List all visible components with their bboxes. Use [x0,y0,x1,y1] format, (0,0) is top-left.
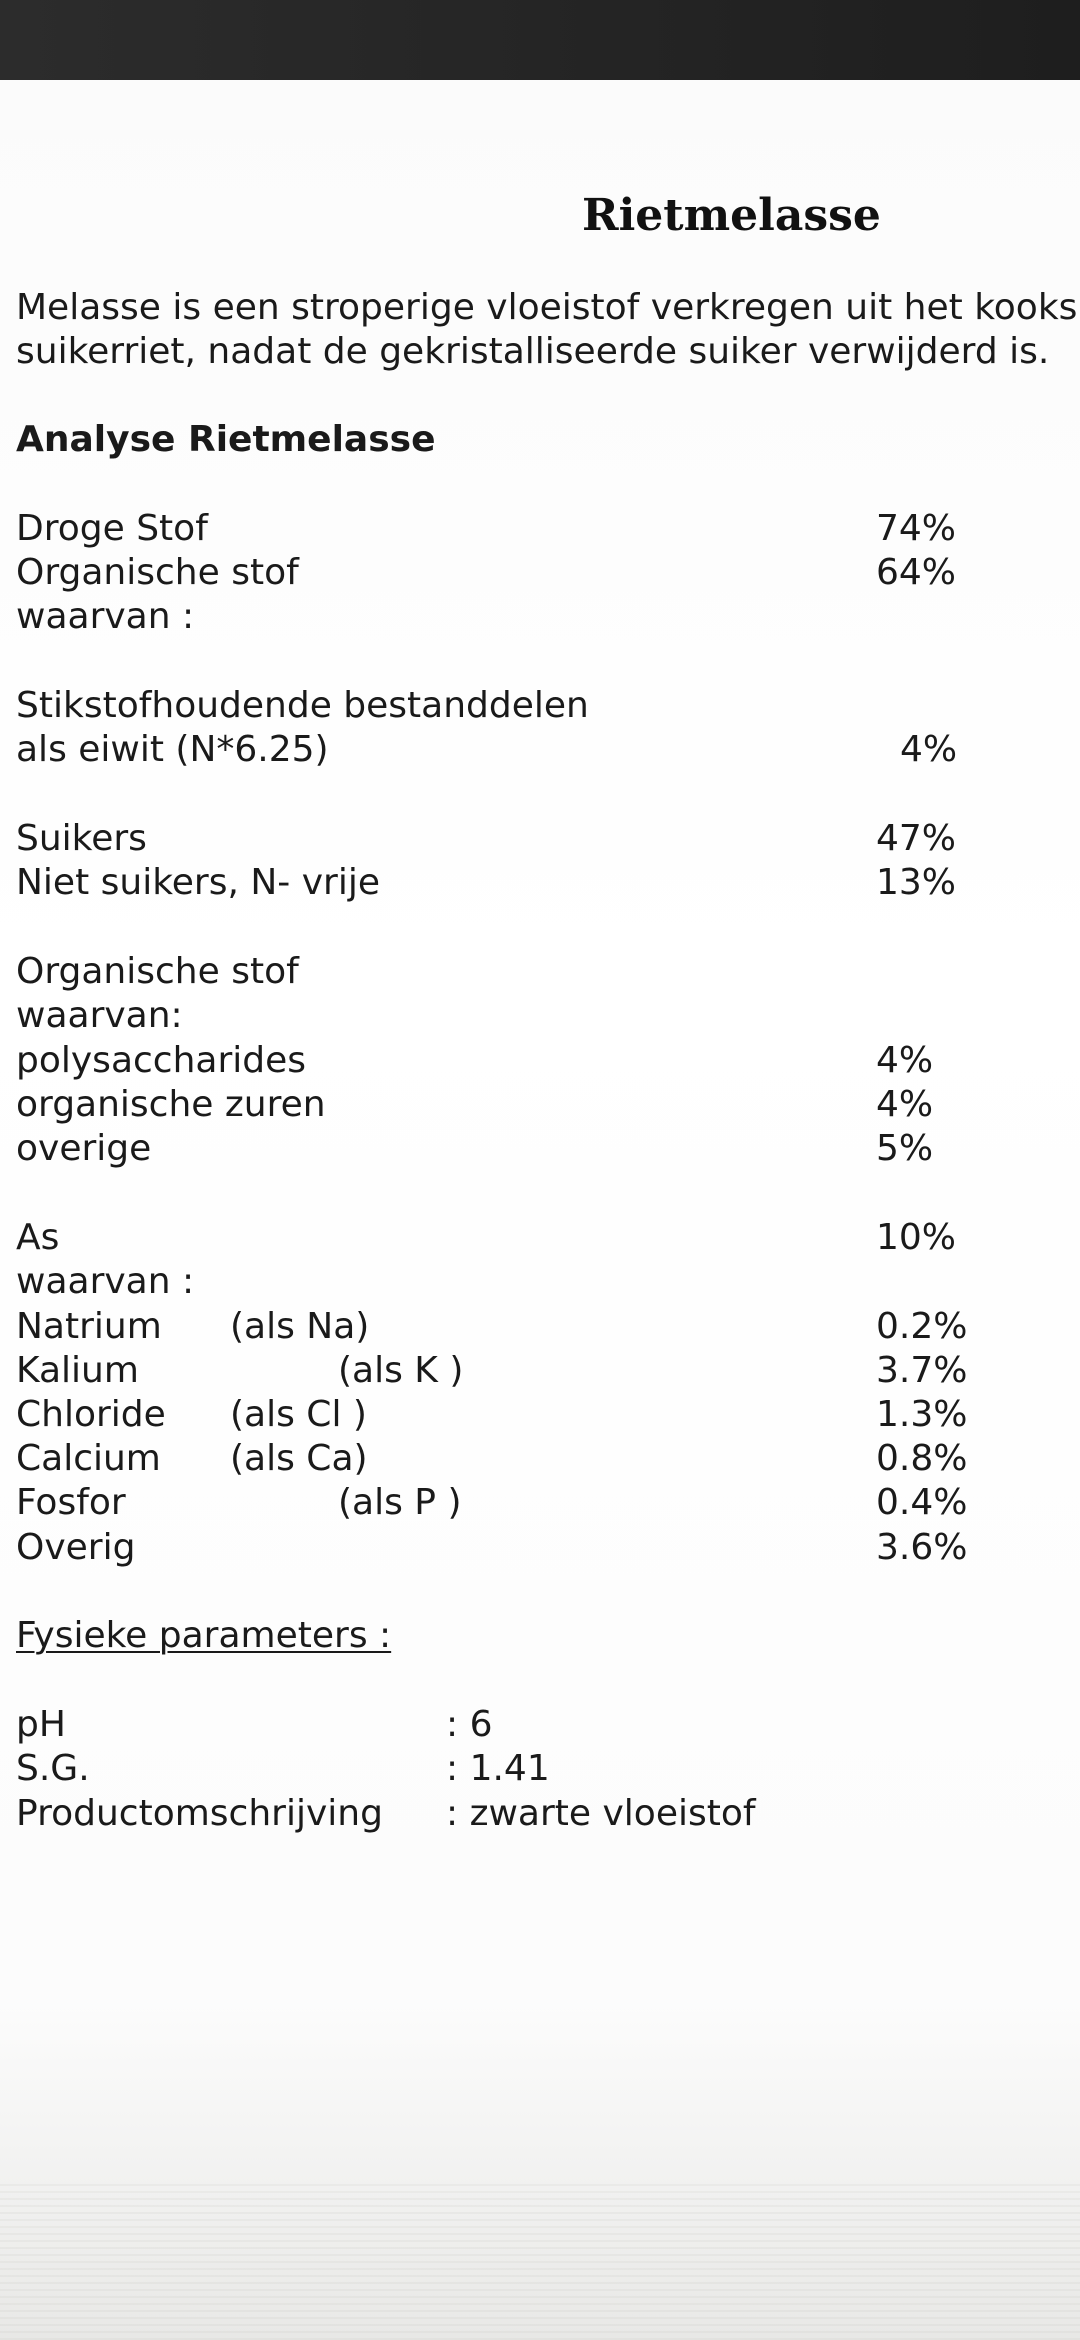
row-note-chloride: (als Cl ) [230,1394,367,1435]
intro-line-1: Melasse is een stroperige vloeistof verkregen uit het kooks [16,287,1078,328]
row-label-organische-stof-2: Organische stof [16,951,299,992]
row-label-chloride: Chloride [16,1394,166,1435]
row-label-fosfor: Fosfor [16,1482,126,1523]
row-value-overige: 5% [876,1128,934,1169]
row-label-waarvan-3: waarvan : [16,1261,195,1302]
row-label-overige: overige [16,1128,152,1169]
top-bar [0,0,1080,80]
row-value-natrium: 0.2% [876,1306,968,1347]
row-label-calcium: Calcium [16,1438,161,1479]
physical-value-product: : zwarte vloeistof [446,1793,756,1834]
row-value-overig: 3.6% [876,1527,968,1568]
row-label-polysaccharides: polysaccharides [16,1040,307,1081]
row-label-suikers: Suikers [16,818,147,859]
row-label-waarvan-2: waarvan: [16,995,183,1036]
physical-value-ph: : 6 [446,1704,493,1745]
row-label-overig: Overig [16,1527,136,1568]
row-label-droge-stof: Droge Stof [16,508,208,549]
physical-label-product: Productomschrijving [16,1793,383,1834]
row-label-waarvan-1: waarvan : [16,596,195,637]
row-label-stikstof-2: als eiwit (N*6.25) [16,729,329,770]
document-title: Rietmelasse [582,190,881,241]
row-value-kalium: 3.7% [876,1350,968,1391]
row-note-kalium: (als K ) [338,1350,464,1391]
intro-line-2: suikerriet, nadat de gekristalliseerde suiker verwijderd is. [16,331,1050,372]
row-label-organische-stof: Organische stof [16,552,299,593]
row-label-kalium: Kalium [16,1350,139,1391]
row-value-organische-stof: 64% [876,552,957,593]
row-value-chloride: 1.3% [876,1394,968,1435]
row-value-fosfor: 0.4% [876,1482,968,1523]
row-note-natrium: (als Na) [230,1306,370,1347]
row-value-as: 10% [876,1217,957,1258]
row-label-stikstof-1: Stikstofhoudende bestanddelen [16,685,589,726]
physical-value-sg: : 1.41 [446,1748,550,1789]
row-label-niet-suikers: Niet suikers, N- vrije [16,862,380,903]
row-value-calcium: 0.8% [876,1438,968,1479]
row-value-niet-suikers: 13% [876,862,957,903]
row-value-droge-stof: 74% [876,508,957,549]
physical-label-ph: pH [16,1704,66,1745]
row-label-as: As [16,1217,60,1258]
row-value-organische-zuren: 4% [876,1084,934,1125]
physical-label-sg: S.G. [16,1748,90,1789]
row-value-suikers: 47% [876,818,957,859]
physical-heading: Fysieke parameters : [16,1615,392,1656]
analysis-heading: Analyse Rietmelasse [16,419,436,460]
row-label-natrium: Natrium [16,1306,162,1347]
paper-texture [0,2180,1080,2340]
row-note-fosfor: (als P ) [338,1482,462,1523]
row-value-stikstof: 4% [900,729,958,770]
row-value-polysaccharides: 4% [876,1040,934,1081]
row-note-calcium: (als Ca) [230,1438,368,1479]
row-label-organische-zuren: organische zuren [16,1084,326,1125]
